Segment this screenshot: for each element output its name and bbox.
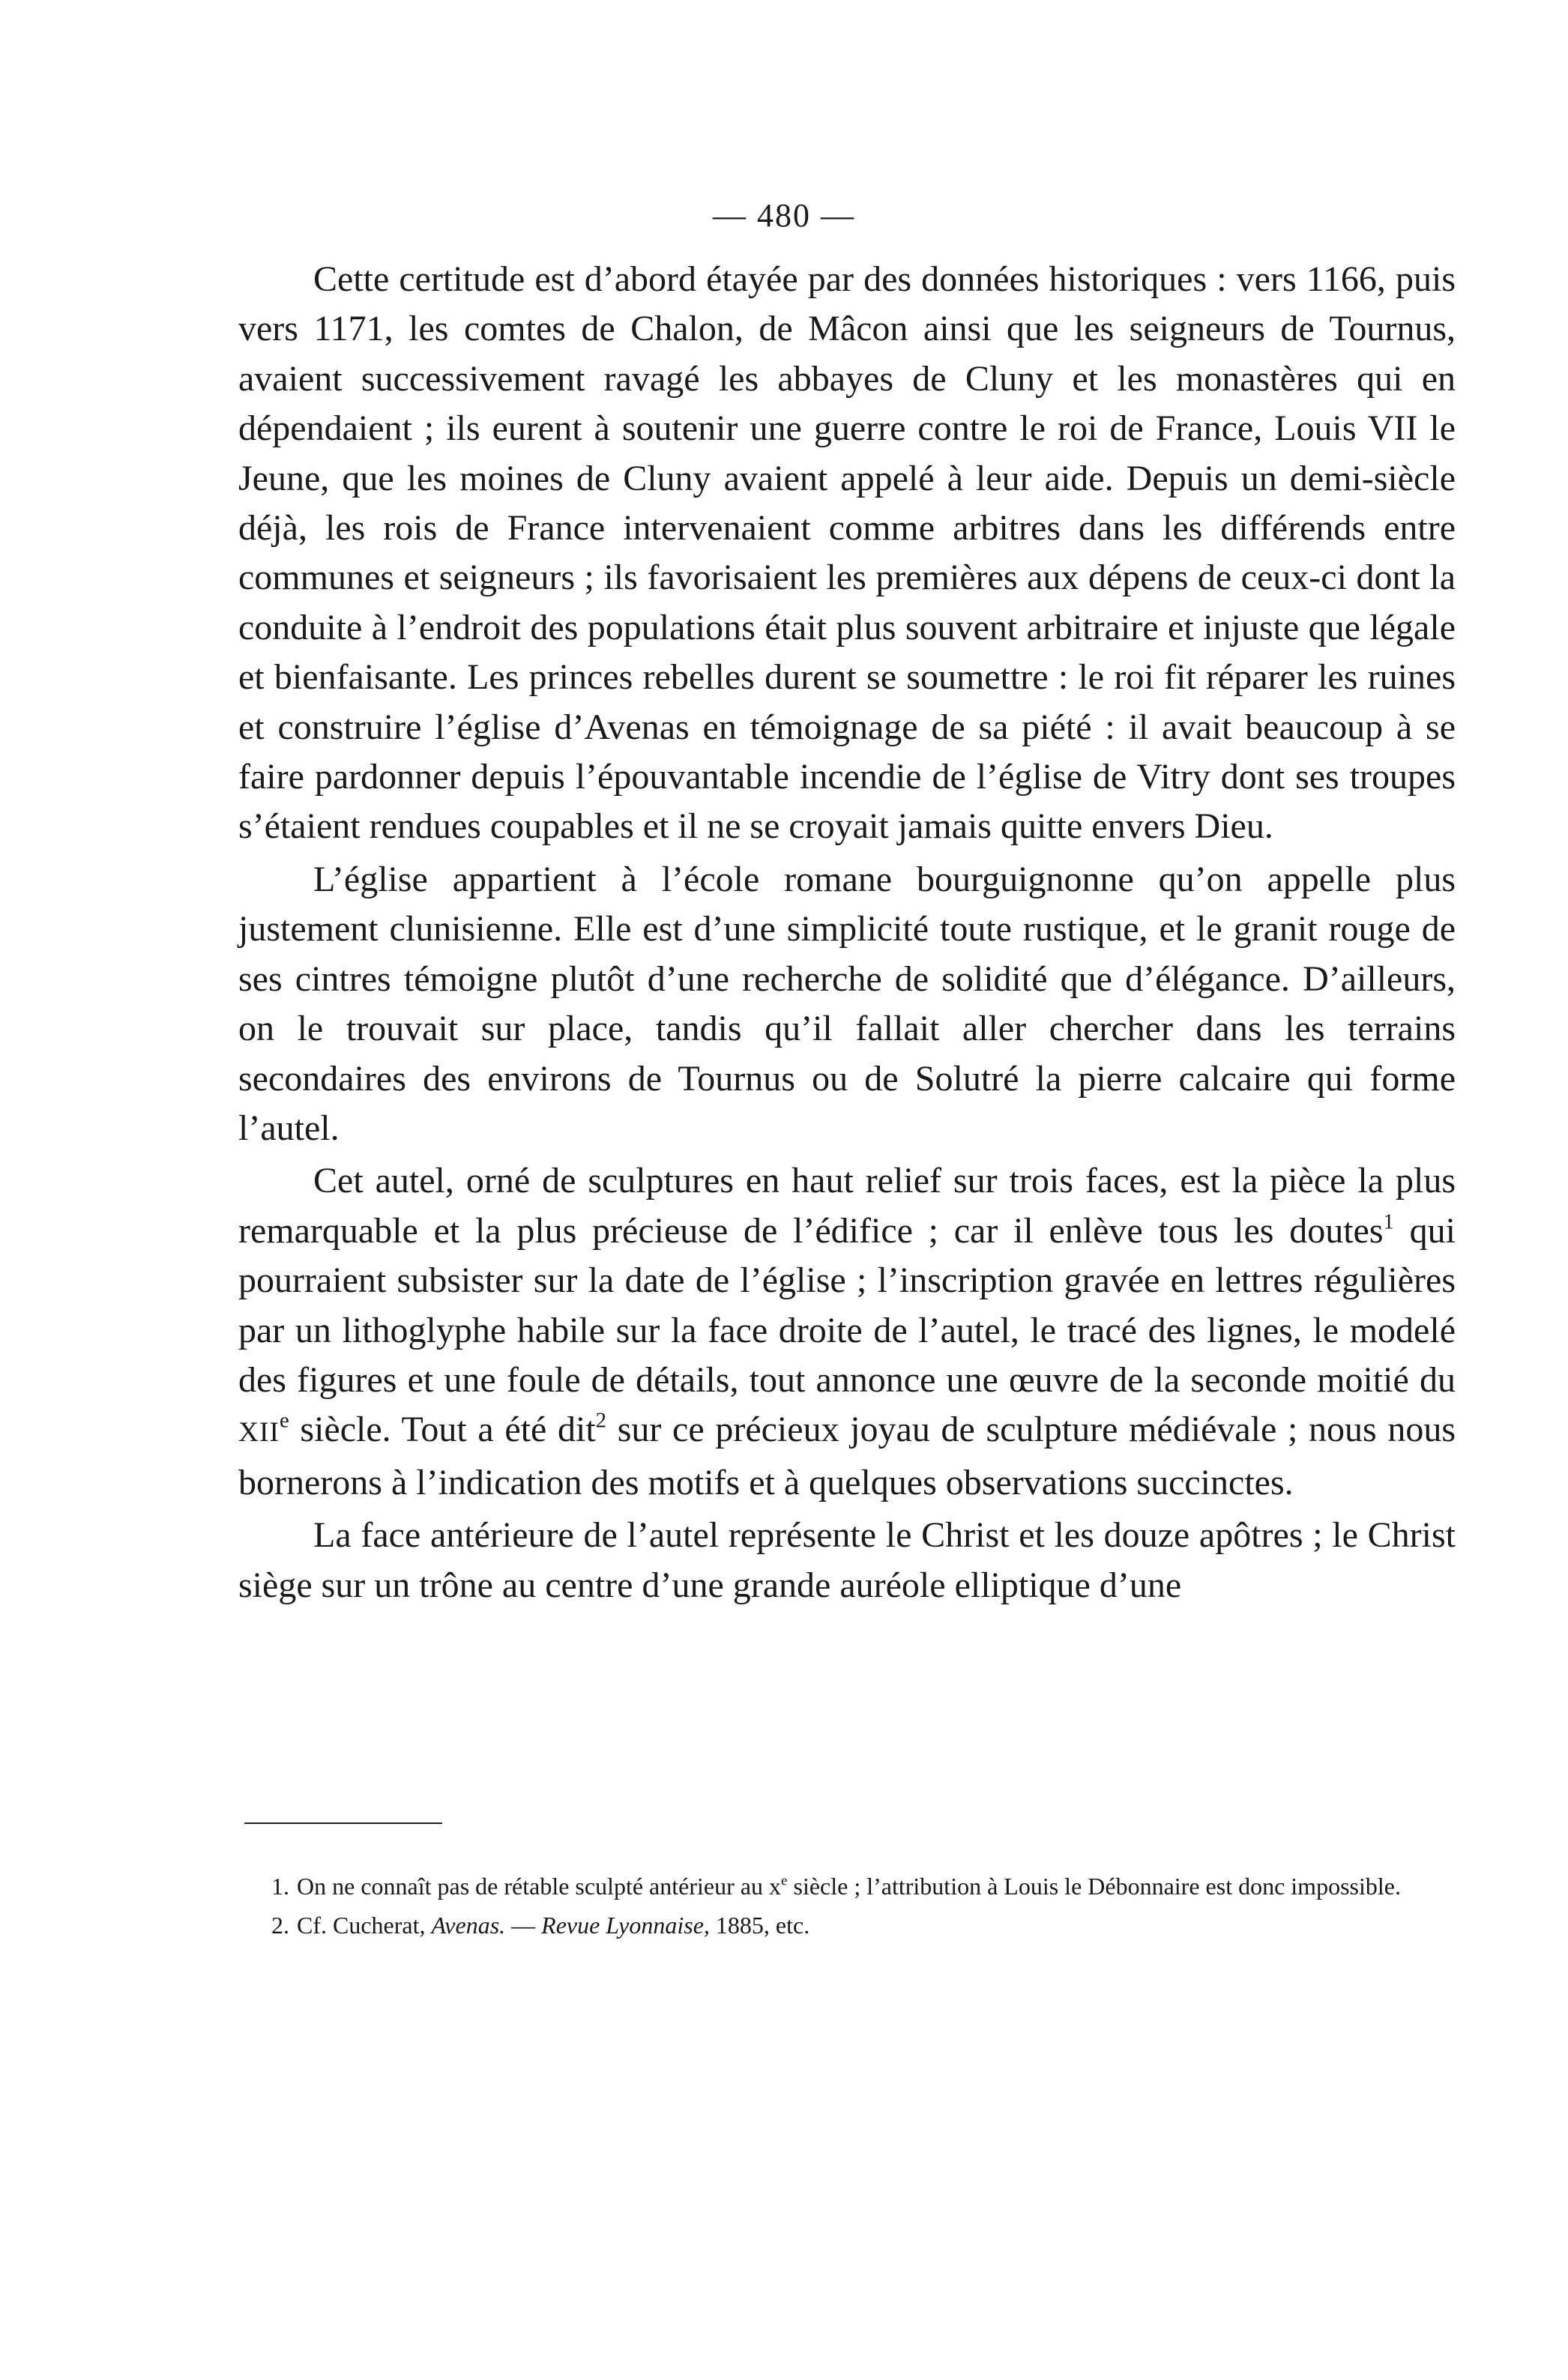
footnote-ref-2: 2 xyxy=(595,1408,607,1433)
footnote-separator xyxy=(244,1822,442,1824)
paragraph-text: Cet autel, orné de sculptures en haut relief sur trois faces, est la pièce la plus remarquable et la plus précieuse de l’édifice ; car il enlève tous les doutes xyxy=(238,1161,1456,1251)
cited-title: Revue Lyonnaise, xyxy=(541,1912,710,1939)
paragraph-text: siècle. Tout a été dit xyxy=(289,1410,596,1450)
ordinal-suffix: e xyxy=(279,1408,289,1433)
footnote-text: 1885, etc. xyxy=(709,1912,810,1939)
footnotes xyxy=(238,1869,1456,1947)
cited-title: Avenas. xyxy=(431,1912,506,1939)
paragraph-2 xyxy=(238,855,1456,1153)
footnote-text: On ne connaît pas de rétable sculpté antérieur au x xyxy=(297,1873,781,1900)
ordinal-suffix: e xyxy=(780,1873,788,1889)
footnote-number: 2. xyxy=(271,1912,289,1939)
paragraph-text: Cette certitude est d’abord étayée par des données historiques : vers 1166, puis vers 1171, les comtes de Chalon, de Mâcon ainsi que les seigneurs de Tournus, avaient successivement ravagé les abbayes de Cluny et les monastères qui en dépendaient ; ils eurent à soutenir une guerre contre le roi de France, Louis VII le Jeune, que les moines de Cluny avaient appelé à leur aide. Depuis un demi-siècle déjà, les rois de France intervenaient comme arbitres dans les différends entre communes et seigneurs ; ils favorisaient les premières aux dépens de ceux-ci dont la conduite à l’endroit des populations était plus souvent arbitraire et injuste que légale et bienfaisante. Les princes rebelles durent se soumettre : le roi fit réparer les ruines et construire l’église d’Avenas en témoignage de sa piété : il avait beaucoup à se faire pardonner depuis l’épouvantable incendie de l’église de Vitry dont ses troupes s’étaient rendues coupables et il ne se croyait jamais quitte envers Dieu. xyxy=(238,259,1456,847)
paragraph-text: sur ce précieux joyau de sculpture médiévale ; nous nous bornerons à l’indication des motifs et à quelques observations succinctes. xyxy=(238,1410,1456,1502)
footnote-text: siècle ; l’attribution à Louis le Débonnaire est donc impossible. xyxy=(787,1873,1401,1900)
century-numeral: XII xyxy=(238,1417,280,1449)
paragraph-text: L’église appartient à l’école romane bourguignonne qu’on appelle plus justement clunisienne. Elle est d’une simplicité toute rustique, et le granit rouge de ses cintres témoigne plutôt d’une recherche de solidité que d’élégance. D’ailleurs, on le trouvait sur place, tandis qu’il fallait aller chercher dans les terrains secondaires des environs de Tournus ou de Solutré la pierre calcaire qui forme l’autel. xyxy=(238,859,1456,1148)
footnote-text: — xyxy=(505,1912,542,1939)
page-number: — 480 — xyxy=(713,197,855,234)
footnote-number: 1. xyxy=(271,1873,289,1900)
footnote-1 xyxy=(238,1869,1456,1903)
paragraph-1 xyxy=(238,255,1456,852)
paragraph-3 xyxy=(238,1156,1456,1508)
footnote-text: Cf. Cucherat, xyxy=(297,1912,432,1939)
paragraph-text: qui pourraient subsister sur la date de l’église ; l’inscription gravée en lettres régulières par un lithoglyphe habile sur la face droite de l’autel, le tracé des lignes, le modelé des figures et une foule de détails, tout annonce une œuvre de la seconde moitié du xyxy=(238,1210,1456,1400)
paragraph-text: La face antérieure de l’autel représente le Christ et les douze apôtres ; le Christ siège sur un trône au centre d’une grande auréole elliptique d’une xyxy=(238,1515,1456,1605)
footnote-2 xyxy=(238,1908,1456,1942)
body-text xyxy=(238,255,1456,1613)
footnote-ref-1: 1 xyxy=(1383,1209,1394,1233)
paragraph-4 xyxy=(238,1511,1456,1610)
